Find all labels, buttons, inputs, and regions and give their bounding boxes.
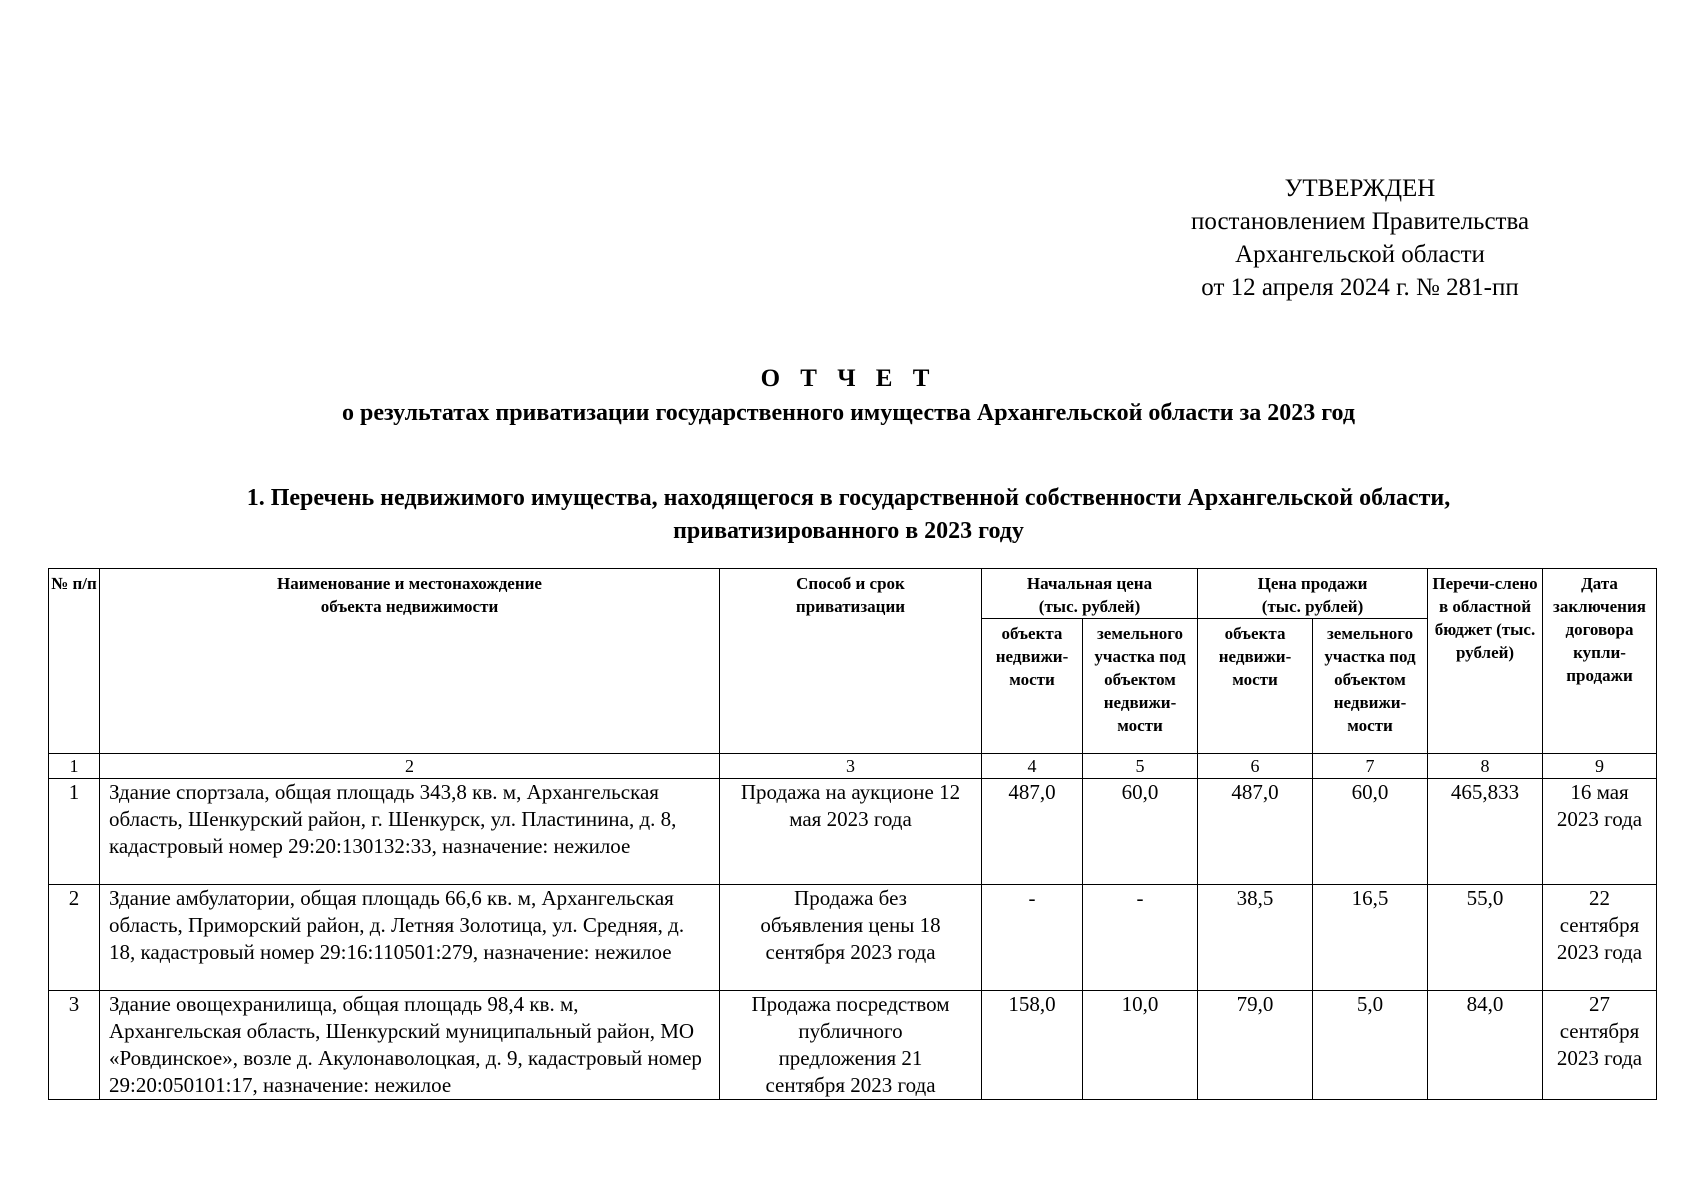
approval-stamp [1140,172,1580,304]
table-row [49,991,1657,1100]
approval-line-3: Архангельской области [1235,241,1485,268]
header-start-land: земельного участка под объектом недвижи-мости [1083,619,1198,754]
row-num: 1 [49,779,100,885]
row-start-object: 158,0 [982,991,1083,1100]
approval-line-1: УТВЕРЖДЕН [1284,175,1436,202]
header-sale-land: земельного участка под объектом недвижи-мости [1313,619,1428,754]
section-title [60,482,1637,548]
header-name: Наименование и местонахождение объекта недвижимости [100,569,720,754]
row-start-land: 60,0 [1083,779,1198,885]
row-method: Продажа посредством публичного предложения 21 сентября 2023 года [720,991,982,1100]
report-subtitle: о результатах приватизации государственного имущества Архангельской области за 2023 год [342,400,1355,426]
row-start-land: - [1083,885,1198,991]
privatization-table [48,568,1657,1100]
column-number-row [49,754,1657,779]
row-sale-object: 487,0 [1198,779,1313,885]
column-number: 5 [1083,754,1198,779]
column-number: 7 [1313,754,1428,779]
report-title: О Т Ч Е Т [760,365,937,392]
row-start-object: 487,0 [982,779,1083,885]
column-number: 2 [100,754,720,779]
header-num: № п/п [49,569,100,754]
row-budget: 465,833 [1428,779,1543,885]
header-date: Дата заключения договора купли-продажи [1543,569,1657,754]
row-date: 27 сентября 2023 года [1543,991,1657,1100]
column-number: 8 [1428,754,1543,779]
row-name: Здание овощехранилища, общая площадь 98,4 кв. м, Архангельская область, Шенкурский муниципальный район, МО «Ровдинское», возле д. Акулонаволоцкая, д. 9, кадастровый номер 29:20:050101:17, назначение: нежилое [100,991,720,1100]
row-sale-object: 79,0 [1198,991,1313,1100]
row-sale-land: 5,0 [1313,991,1428,1100]
row-sale-land: 16,5 [1313,885,1428,991]
approval-line-4: от 12 апреля 2024 г. № 281-пп [1201,274,1519,301]
row-budget: 84,0 [1428,991,1543,1100]
approval-line-2: постановлением Правительства [1190,208,1530,235]
row-method: Продажа на аукционе 12 мая 2023 года [720,779,982,885]
column-number: 6 [1198,754,1313,779]
header-method: Способ и срок приватизации [720,569,982,754]
row-start-land: 10,0 [1083,991,1198,1100]
row-date: 16 мая 2023 года [1543,779,1657,885]
row-name: Здание амбулатории, общая площадь 66,6 кв. м, Архангельская область, Приморский район, д. Летняя Золотица, ул. Средняя, д. 18, кадастровый номер 29:16:110501:279, назначение: нежилое [100,885,720,991]
row-start-object: - [982,885,1083,991]
row-num: 3 [49,991,100,1100]
column-number: 4 [982,754,1083,779]
row-method: Продажа без объявления цены 18 сентября 2023 года [720,885,982,991]
column-number: 1 [49,754,100,779]
column-number: 9 [1543,754,1657,779]
column-number: 3 [720,754,982,779]
table-row [49,885,1657,991]
header-start-object: объекта недвижи-мости [982,619,1083,754]
row-num: 2 [49,885,100,991]
header-sale-object: объекта недвижи-мости [1198,619,1313,754]
row-sale-land: 60,0 [1313,779,1428,885]
row-date: 22 сентября 2023 года [1543,885,1657,991]
header-budget: Перечи-слено в областной бюджет (тыс. рублей) [1428,569,1543,754]
section-title-line-2: приватизированного в 2023 году [673,518,1024,544]
header-sale-price: Цена продажи (тыс. рублей) [1198,569,1428,619]
row-name: Здание спортзала, общая площадь 343,8 кв. м, Архангельская область, Шенкурский район, г. Шенкурск, ул. Пластинина, д. 8, кадастровый номер 29:20:130132:33, назначение: нежилое [100,779,720,885]
section-title-line-1: 1. Перечень недвижимого имущества, находящегося в государственной собственности Архангельской области, [246,485,1451,511]
table-row [49,779,1657,885]
row-budget: 55,0 [1428,885,1543,991]
header-start-price: Начальная цена (тыс. рублей) [982,569,1198,619]
row-sale-object: 38,5 [1198,885,1313,991]
